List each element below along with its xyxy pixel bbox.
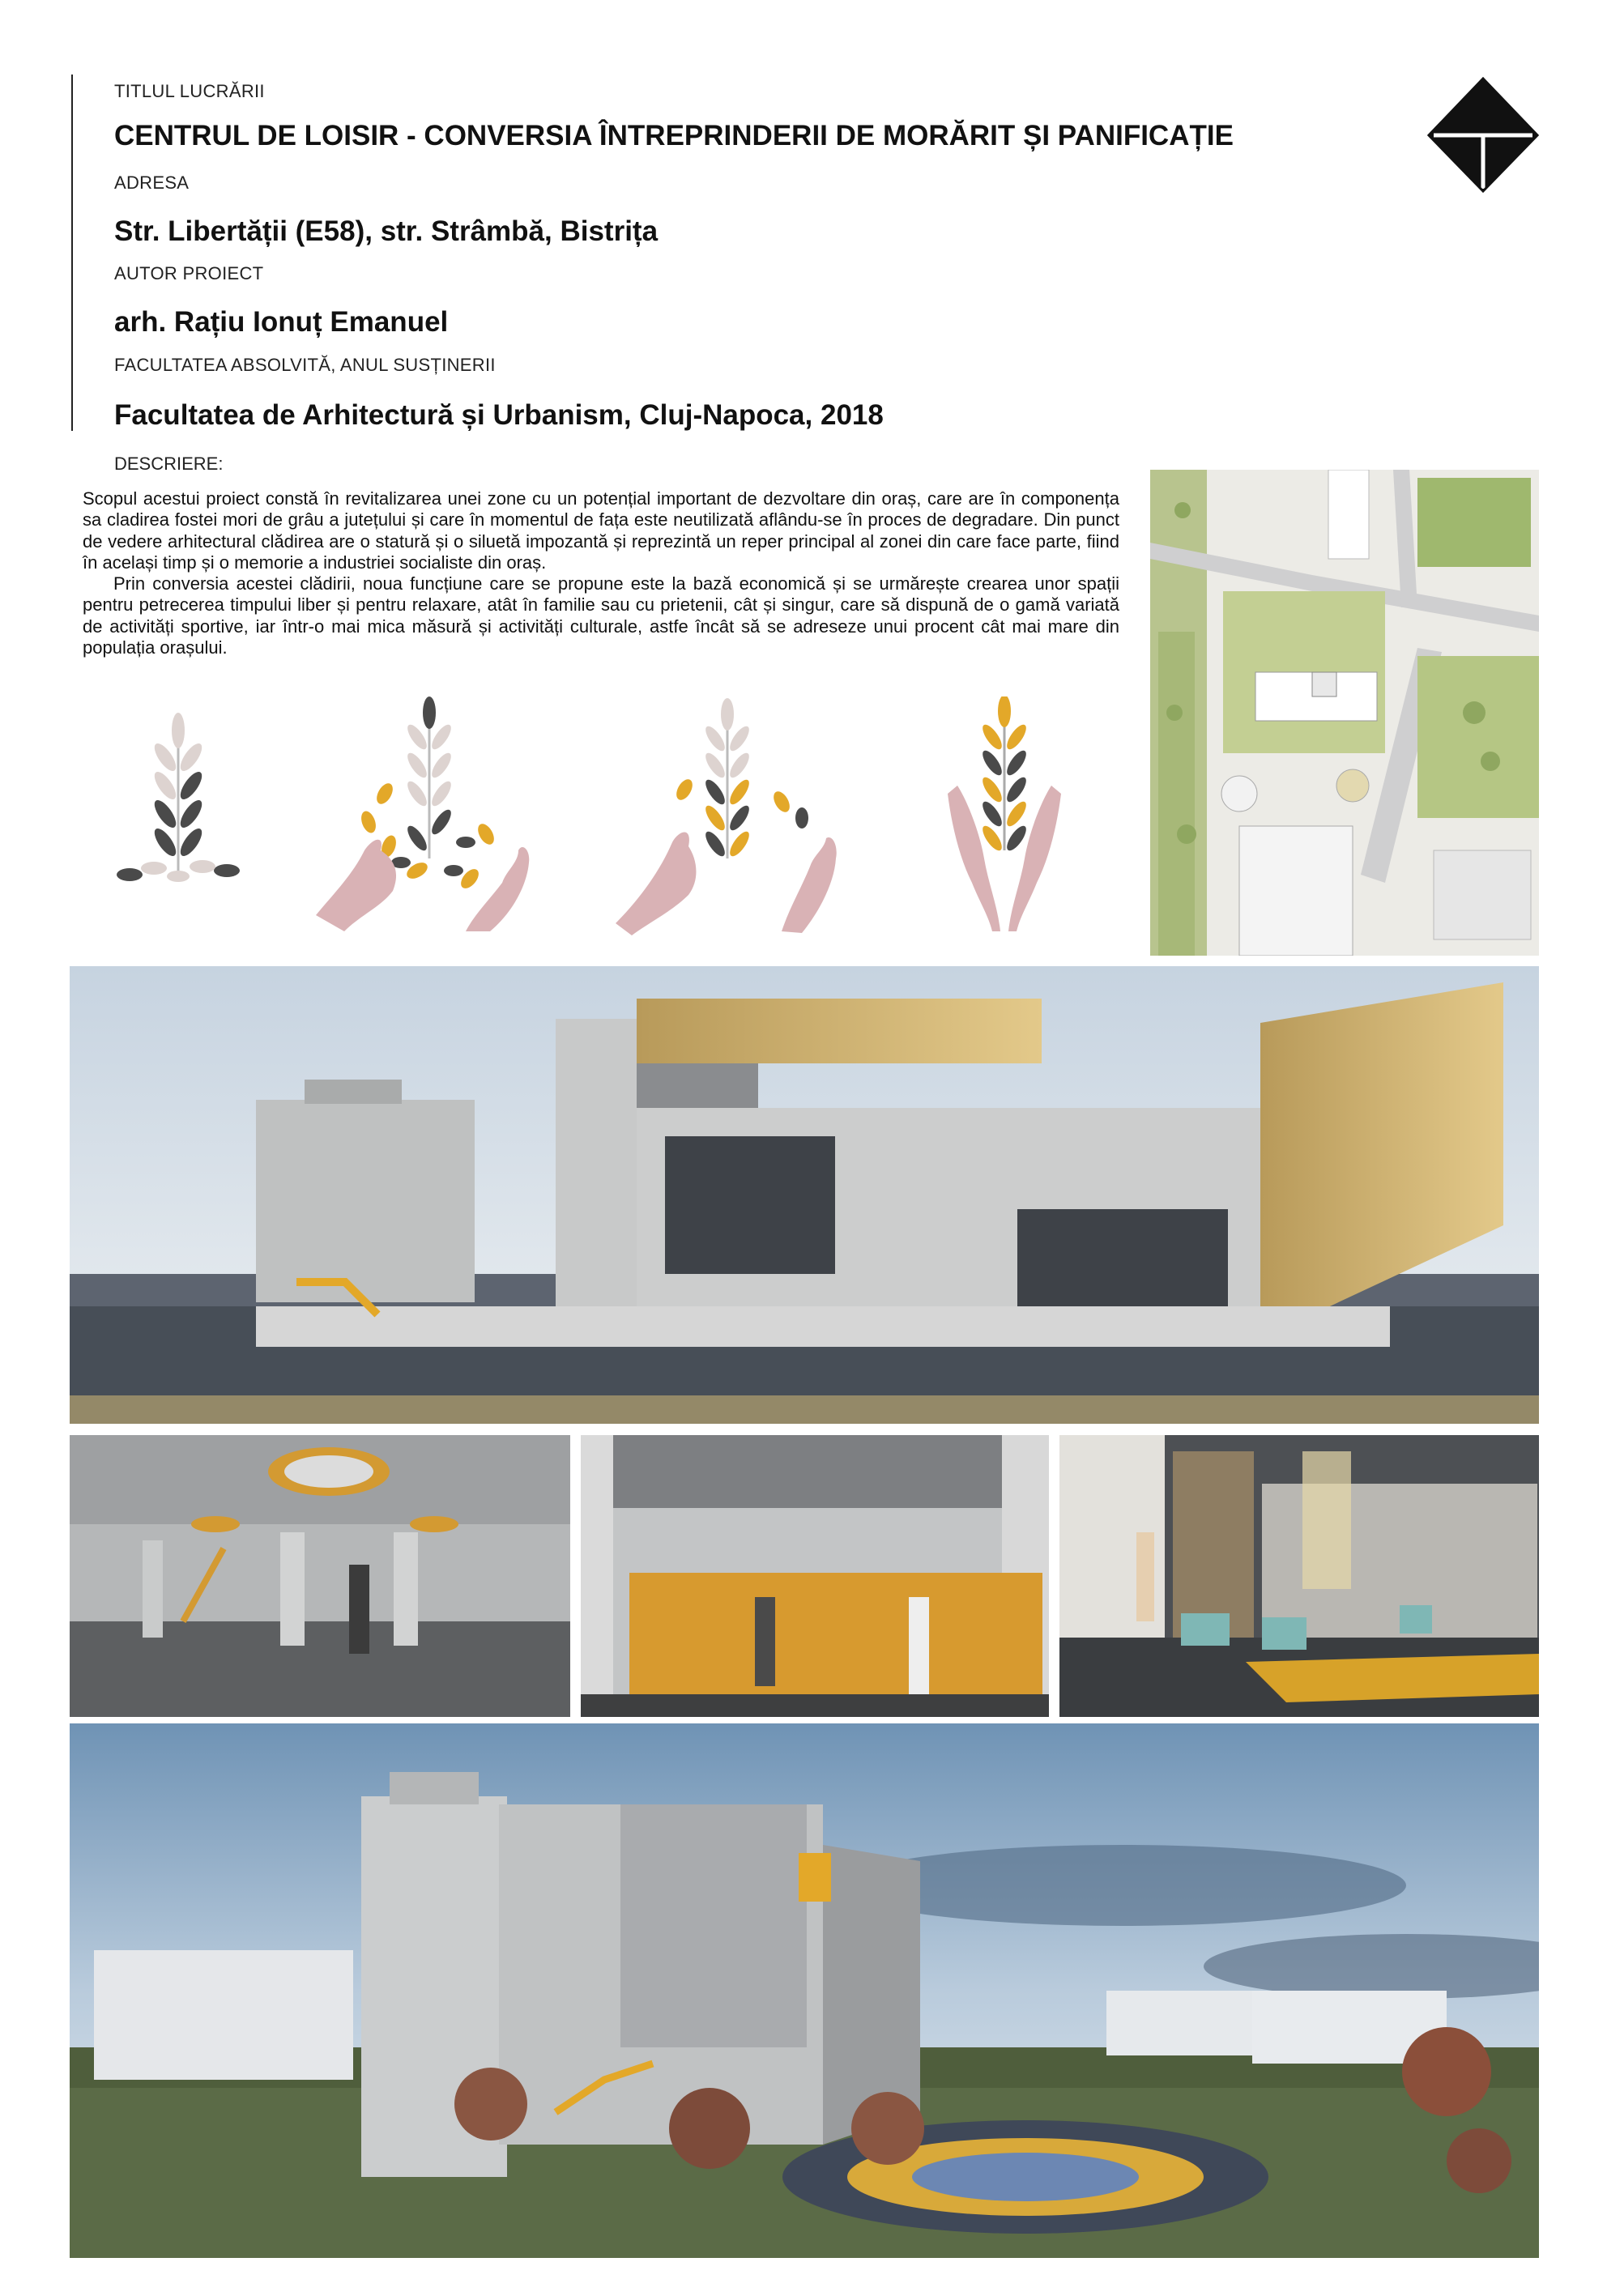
address-label: ADRESA: [114, 173, 190, 193]
description-text: [83, 488, 1119, 658]
render-interior-sports-hall: [70, 1435, 570, 1717]
header-divider-line: [71, 75, 73, 431]
faculty-label: FACULTATEA ABSOLVITĂ, ANUL SUSȚINERII: [114, 355, 496, 375]
hands-sowing-wheat-icon: [607, 696, 842, 939]
wheat-seedling-icon: [105, 696, 251, 939]
title-label: TITLUL LUCRĂRII: [114, 81, 265, 101]
project-faculty: Facultatea de Arhitectură și Urbanism, Cluj-Napoca, 2018: [114, 399, 884, 431]
render-exterior-facade: [70, 966, 1539, 1424]
author-label: AUTOR PROIECT: [114, 263, 264, 283]
project-author: arh. Rațiu Ionuț Emanuel: [114, 306, 449, 338]
project-title: CENTRUL DE LOISIR - CONVERSIA ÎNTREPRINDERII DE MORĂRIT ȘI PANIFICAȚIE: [114, 120, 1234, 151]
description-label: DESCRIERE:: [114, 454, 224, 474]
description-paragraph-1: Scopul acestui proiect constă în revitalizarea unei zone cu un potențial important de dezvoltare din oraș, care are în componența sa cladirea fostei mori de grâu a jutețului și care în momentul de fața este neutilizată aflându-se în proces de degradare. Din punct de vedere arhitectural clădirea are o statură și o siluetă impozantă și reprezintă un reper principal al zonei din care face parte, fiind în același timp și o memorie a industriei socialiste din oraș.: [83, 488, 1119, 573]
hands-holding-wheat-icon: [940, 696, 1069, 939]
project-address: Str. Libertății (E58), str. Strâmbă, Bistrița: [114, 215, 659, 247]
description-paragraph-2: Prin conversia acestei clădirii, noua funcțiune care se propune este la bază economică și se urmărește crearea unor spații pentru petrecerea timpului liber și pentru relaxare, atât în familie sau cu prietenii, cât și singur, care să dispună de o gamă variată de activități sportive, iar într-o mai mica măsură și activități culturale, astfe încât să se adreseze unui procent cât mai mare din populația orașului.: [83, 573, 1119, 658]
site-plan-map: [1150, 470, 1539, 956]
render-interior-lounge: [1059, 1435, 1539, 1717]
triangle-logo-icon: [1427, 77, 1539, 193]
render-interior-exhibition: [581, 1435, 1049, 1717]
render-exterior-aerial: [70, 1723, 1539, 2258]
hands-releasing-wheat-icon: [304, 696, 539, 939]
